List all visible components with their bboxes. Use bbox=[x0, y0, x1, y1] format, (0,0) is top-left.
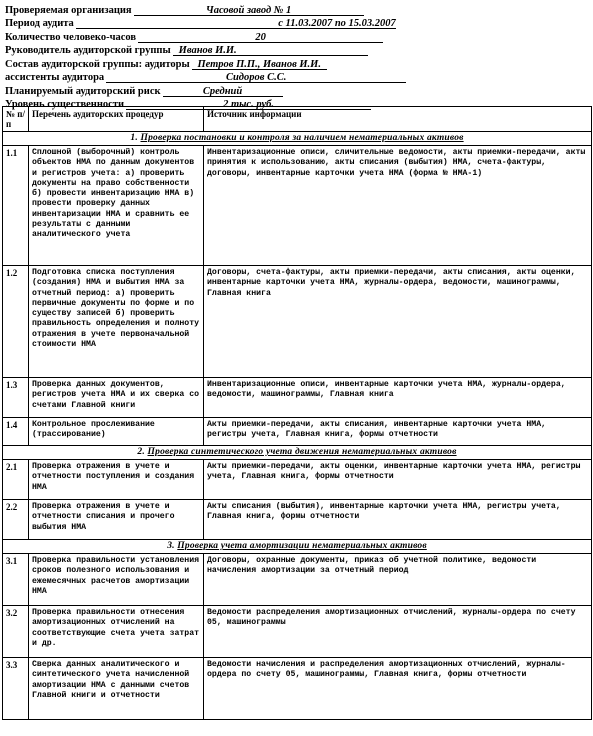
row-source: Ведомости начисления и распределения амортизационных отчислений, журналы-ордера по счету 05, машинограммы, Главная книга, формы отчетности bbox=[204, 658, 592, 720]
head-row bbox=[5, 43, 585, 57]
row-number: 1.4 bbox=[3, 418, 29, 446]
row-procedure: Проверка правильности установления сроков полезного использования и ежемесячных расчетов амортизации НМА bbox=[29, 554, 204, 606]
row-source: Договоры, охранные документы, приказ об учетной политике, ведомости начисления амортизации за отчетный период bbox=[204, 554, 592, 606]
row-source: Акты приемки-передачи, акты оценки, инвентарные карточки учета НМА, регистры учета, Главная книга, формы отчетности bbox=[204, 460, 592, 500]
table-row bbox=[3, 500, 592, 540]
row-number: 1.2 bbox=[3, 266, 29, 378]
risk-row bbox=[5, 83, 585, 97]
table-row bbox=[3, 606, 592, 658]
section-row-2 bbox=[3, 446, 592, 460]
team-value: Петров П.П., Иванов И.И. bbox=[192, 59, 327, 70]
risk-value: Средний bbox=[163, 86, 283, 97]
period-row bbox=[5, 16, 585, 30]
section-title-text: Проверка синтетического учета движения нематериальных активов bbox=[147, 447, 457, 457]
section-number: 2. bbox=[137, 447, 145, 457]
row-procedure: Подготовка списка поступления (создания) НМА и выбытия НМА за отчетный период: а) проверить первичные документы по форме и по существу записей б) проверить правильность определения и полноту отражения в учете первоначальной стоимости НМА bbox=[29, 266, 204, 378]
row-procedure: Проверка отражения в учете и отчетности списания и прочего выбытия НМА bbox=[29, 500, 204, 540]
row-procedure: Сверка данных аналитического и синтетического учета начисленной амортизации НМА с данными счетов Главной книги и отчетности bbox=[29, 658, 204, 720]
row-number: 1.1 bbox=[3, 146, 29, 266]
section-title-1 bbox=[3, 132, 592, 146]
table-row bbox=[3, 460, 592, 500]
row-number: 3.3 bbox=[3, 658, 29, 720]
period-value: с 11.03.2007 по 15.03.2007 bbox=[76, 18, 396, 29]
audit-program-header bbox=[5, 2, 585, 110]
audit-procedures-table bbox=[2, 106, 592, 720]
column-header-number: № п/п bbox=[3, 107, 29, 132]
section-row-3 bbox=[3, 540, 592, 554]
section-title-text: Проверка учета амортизации нематериальных активов bbox=[177, 541, 427, 551]
team-label: Состав аудиторской группы: аудиторы bbox=[5, 58, 190, 70]
row-procedure: Проверка отражения в учете и отчетности поступления и создания НМА bbox=[29, 460, 204, 500]
section-title-3 bbox=[3, 540, 592, 554]
head-label: Руководитель аудиторской группы bbox=[5, 45, 171, 56]
column-header-procedures: Перечень аудиторских процедур bbox=[29, 107, 204, 132]
table-row bbox=[3, 554, 592, 606]
row-source: Договоры, счета-фактуры, акты приемки-передачи, акты списания, акты оценки, инвентарные карточки учета НМА, журналы-ордера, ведомости, машинограммы, Главная книга bbox=[204, 266, 592, 378]
hours-label: Количество человеко-часов bbox=[5, 31, 137, 43]
materiality-label: Уровень существенности bbox=[5, 99, 125, 110]
section-title-2 bbox=[3, 446, 592, 460]
table-row bbox=[3, 658, 592, 720]
row-procedure: Проверка данных документов, регистров учета НМА и их сверка со счетами Главной книги bbox=[29, 378, 204, 418]
materiality-value: 2 тыс. руб. bbox=[126, 99, 371, 110]
head-value: Иванов И.И. bbox=[173, 45, 368, 56]
hours-row bbox=[5, 29, 585, 43]
row-number: 2.1 bbox=[3, 460, 29, 500]
row-number: 3.2 bbox=[3, 606, 29, 658]
section-title-text: Проверка постановки и контроля за наличием нематериальных активов bbox=[140, 133, 464, 143]
assistants-label: ассистенты аудитора bbox=[5, 72, 105, 83]
row-number: 2.2 bbox=[3, 500, 29, 540]
table-row bbox=[3, 418, 592, 446]
row-source: Инвентаризационные описи, сличительные ведомости, акты приемки-передачи, акты принятия к использованию, акты списания (выбытия) НМА, счета-фактуры, договоры, инвентарные карточки учета НМА (форма № НМА-1) bbox=[204, 146, 592, 266]
row-procedure: Проверка правильности отнесения амортизационных отчислений на соответствующие счета учета затрат и др. bbox=[29, 606, 204, 658]
period-label: Период аудита bbox=[5, 18, 74, 29]
table-row bbox=[3, 378, 592, 418]
section-number: 1. bbox=[130, 133, 138, 143]
row-procedure: Контрольное прослеживание (трассирование) bbox=[29, 418, 204, 446]
row-number: 3.1 bbox=[3, 554, 29, 606]
org-label: Проверяемая организация bbox=[5, 4, 132, 16]
row-source: Инвентаризационные описи, инвентарные карточки учета НМА, журналы-ордера, ведомости, машинограммы, Главная книга bbox=[204, 378, 592, 418]
section-row-1 bbox=[3, 132, 592, 146]
table-header-row bbox=[3, 107, 592, 132]
row-source: Ведомости распределения амортизационных отчислений, журналы-ордера по счету 05, машинограммы bbox=[204, 606, 592, 658]
row-procedure: Сплошной (выборочный) контроль объектов НМА по данным документов и регистров учета: а) проверить документы на право собственности б) провести инвентаризацию НМА в) провести проверку данных инвентаризации НМА и сравнить ее результаты с данными аналитического учета bbox=[29, 146, 204, 266]
section-number: 3. bbox=[167, 541, 175, 551]
assistants-row bbox=[5, 70, 585, 84]
team-row bbox=[5, 56, 585, 70]
row-source: Акты приемки-передачи, акты списания, инвентарные карточки учета НМА, регистры учета, Главная книга, формы отчетности bbox=[204, 418, 592, 446]
hours-value: 20 bbox=[138, 32, 383, 43]
risk-label: Планируемый аудиторский риск bbox=[5, 85, 161, 97]
org-value: Часовой завод № 1 bbox=[134, 5, 364, 16]
assistants-value: Сидоров С.С. bbox=[106, 72, 406, 83]
column-header-sources: Источник информации bbox=[204, 107, 592, 132]
row-number: 1.3 bbox=[3, 378, 29, 418]
table-row bbox=[3, 266, 592, 378]
org-row bbox=[5, 2, 585, 16]
row-source: Акты списания (выбытия), инвентарные карточки учета НМА, регистры учета, Главная книга, формы отчетности bbox=[204, 500, 592, 540]
table-row bbox=[3, 146, 592, 266]
